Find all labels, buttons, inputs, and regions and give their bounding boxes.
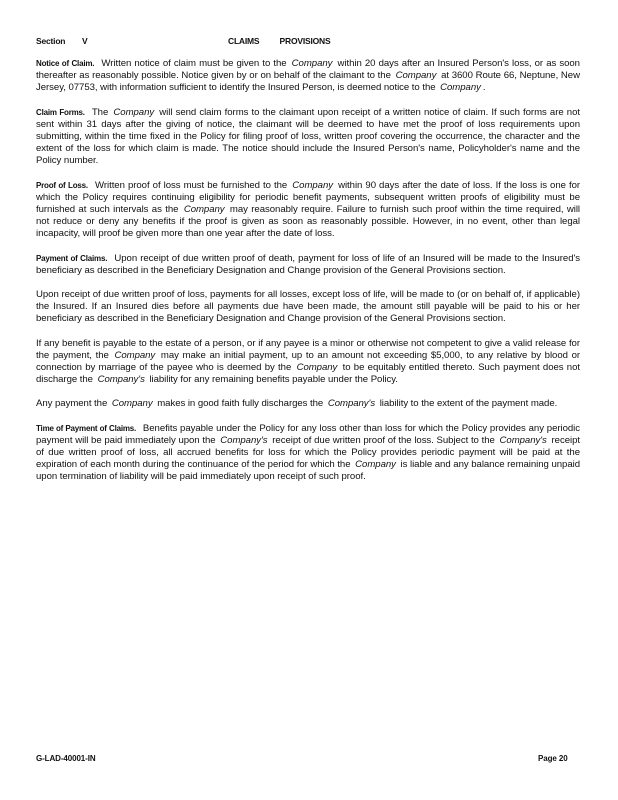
claim-forms-heading: Claim Forms. [36,107,85,117]
proof-of-loss-text-3: may reasonably require. Failure to furnish such proof within the time required, will not reduce or deny any benefits if the proof is given as soon as reasonably possible. However, in no event, other than legal incapacity, will proof be given more than one year after the date of loss. [36,204,580,240]
notice-of-claim-text-1: Written notice of claim must be given to the [101,58,287,69]
company-term: Company [111,398,153,410]
payment-of-claims-text-3d: liability for any remaining benefits payable under the Policy. [149,374,398,386]
payment-of-claims-text-3c: to be equitably entitled thereto. Such payment does not discharge the [36,362,580,386]
payment-of-claims-paragraph-2 [36,289,580,326]
company-term: Company [114,349,156,361]
claim-forms-text-2: will send claim forms to the claimant upon receipt of a written notice of claim. If such forms are not sent within 31 days after the giving of notice, the claimant will be deemed to have met the proof of loss requirements upon submitting, within the time fixed in the Policy for filing proof of loss, written proof covering the occurrence, the character and the extent of the loss for which claim is made. The notice should include the Insured Person's name, Policyholder's name and the Policy number. [36,106,580,167]
notice-of-claim-text-4: . [482,82,486,94]
payment-of-claims-heading: Payment of Claims. [36,253,108,263]
company-term: Company [183,204,225,216]
payment-of-claims-text-4c: liability to the extent of the payment made. [379,398,558,410]
proof-of-loss-text-1: Written proof of loss must be furnished to the [95,179,288,191]
payment-of-claims-paragraph-1 [36,253,580,277]
payment-of-claims-paragraph-3 [36,338,580,387]
claim-forms-text-1: The [91,106,109,118]
payment-of-claims-text-2: Upon receipt of due written proof of loss, payments for all losses, except loss of life, will be made to (or on behalf of, if applicable) the Insured. If an Insured dies before all payments due have been made, the amount still payable will be paid to his or her beneficiary as described in the Beneficiary Designation and Change provision of the General Provisions section. [36,289,580,325]
notice-of-claim-paragraph [36,58,580,95]
company-term: Company [395,70,437,82]
payment-of-claims-text-3b: may make an initial payment, up to an amount not exceeding $5,000, to any relative by blood or connection by marriage of the payee who is deemed by the [36,349,581,374]
companys-term: Company's [220,434,268,446]
time-of-payment-text-4: is liable and any balance remaining unpaid upon termination of liability will be paid immediately upon receipt of such proof. [36,459,580,483]
notice-of-claim-heading: Notice of Claim. [36,59,95,68]
document-body [36,58,580,496]
companys-term: Company's [327,398,376,410]
company-term: Company [292,179,333,191]
payment-of-claims-paragraph-4 [36,398,580,410]
companys-term: Company's [499,434,547,446]
time-of-payment-text-2: receipt of due written proof of the loss. Subject to the [272,434,495,446]
section-number: V [82,36,88,46]
section-title: CLAIMS PROVISIONS [228,36,331,46]
company-term: Company [291,58,333,69]
payment-of-claims-text-1: Upon receipt of due written proof of death, payment for loss of life of an Insured will be made to the Insured's beneficiary as described in the Beneficiary Designation and Change provision of the General Provisions section. [36,252,581,276]
time-of-payment-paragraph [36,423,580,484]
proof-of-loss-heading: Proof of Loss. [36,180,88,190]
payment-of-claims-text-3a: If any benefit is payable to the estate of a person, or if any payee is a minor or otherwise not competent to give a valid release for the payment, the [36,337,580,361]
time-of-payment-text-1: Benefits payable under the Policy for any loss other than loss for which the Policy provides any periodic payment will be paid immediately upon the [36,422,580,446]
proof-of-loss-text-2: within 90 days after the date of loss. If the loss is one for which the Policy requires continuing eligibility for periodic benefit payments, subsequent written proofs of eligibility must be furnished at such intervals as the [36,179,581,216]
company-term: Company [355,459,396,471]
company-term: Company [296,362,338,374]
company-term: Company [113,106,155,118]
payment-of-claims-text-4a: Any payment the [36,398,108,410]
form-number: G-LAD-40001-IN [36,754,96,763]
section-label: Section [36,36,66,46]
time-of-payment-text-3: receipt of due written proof of loss, all accrued benefits for loss for which the Policy provides periodic payment will be paid at the expiration of each month during the continuance of the period for which the [36,434,580,471]
time-of-payment-heading: Time of Payment of Claims. [36,423,137,433]
notice-of-claim-text-2: within 20 days after an Insured Person's loss, or as soon thereafter as reasonably possible. Notice given by or on behalf of the claimant to the [36,58,580,82]
proof-of-loss-paragraph [36,180,580,241]
payment-of-claims-text-4b: makes in good faith fully discharges the [157,398,324,410]
claim-forms-paragraph [36,107,580,168]
notice-of-claim-text-3: at 3600 Route 66, Neptune, New Jersey, 07753, with information sufficient to identify the Insured Person, is deemed notice to the [36,70,580,94]
company-term: Company [440,82,481,94]
companys-term: Company's [97,374,145,386]
page-number: Page 20 [538,754,568,763]
